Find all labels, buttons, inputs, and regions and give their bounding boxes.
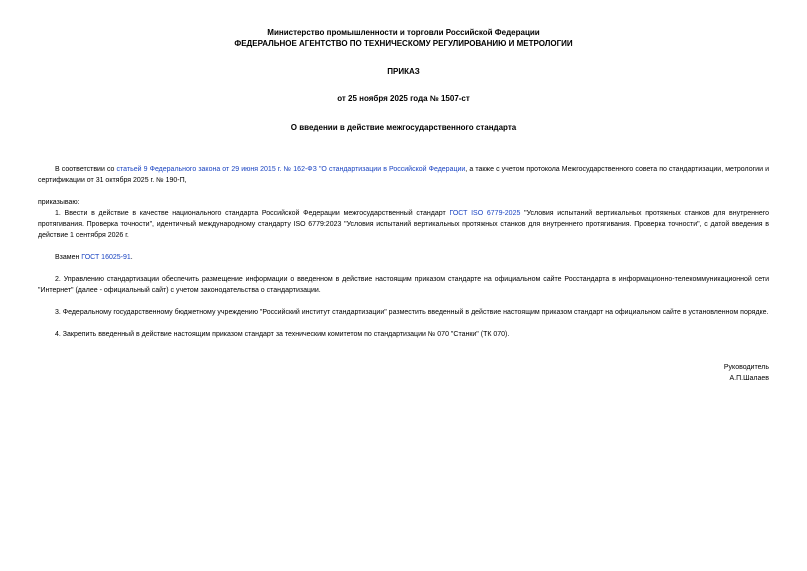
order-word-paragraph xyxy=(38,197,769,208)
item-1-paragraph xyxy=(38,208,769,241)
ministry-name: Министерство промышленности и торговли Российской Федерации xyxy=(267,28,540,37)
signatory-name: А.П.Шалаев xyxy=(729,375,769,382)
item-2-text: 2. Управлению стандартизации обеспечить размещение информации о введенном в действие настоящим приказом стандарте на официальном сайте Росстандарта в информационно-телекоммуникационной сети "Интернет" (далее - официальный сайт) с учетом законодательства о стандартизации. xyxy=(38,276,769,294)
item-2-paragraph xyxy=(38,274,769,296)
item-1-text-end: "Условия испытаний вертикальных протяжных станков для внутреннего протягивания. Проверка точности", идентичный международному стандарту ISO 6779:2023 "Условия испытаний вертикальных протяжных станков для внутреннего протягивания. Проверка точности", с датой введения в действие 1 сентября 2026 г. xyxy=(38,210,770,239)
replacement-paragraph xyxy=(38,252,769,263)
gost-iso-6779-link[interactable]: ГОСТ ISO 6779-2025 xyxy=(449,210,521,217)
order-subject: О введении в действие межгосударственного стандарта xyxy=(290,123,517,132)
item-3-text: 3. Федеральному государственному бюджетному учреждению "Российский институт стандартизации" разместить введенный в действие настоящим приказом стандарт на официальном сайте в установленном порядке. xyxy=(55,309,769,316)
item-3-paragraph xyxy=(38,307,769,318)
preamble-paragraph xyxy=(38,164,769,186)
order-date-number: от 25 ноября 2025 года № 1507-ст xyxy=(337,94,470,103)
order-word: приказываю: xyxy=(38,199,80,206)
document-type: ПРИКАЗ xyxy=(387,67,420,76)
replacement-text-start: Взамен xyxy=(55,254,82,261)
signatory-title: Руководитель xyxy=(723,364,769,371)
preamble-text-end: , а также с учетом протокола Межгосударственного совета по стандартизации, метрологии и сертификации от 31 октября 2025 г. № 190-П, xyxy=(38,166,769,184)
signature-block xyxy=(724,362,769,384)
item-4-text: 4. Закрепить введенный в действие настоящим приказом стандарт за техническим комитетом по стандартизации № 070 "Станки" (ТК 070). xyxy=(55,331,510,338)
gost-16025-link[interactable]: ГОСТ 16025-91 xyxy=(81,254,131,261)
preamble-text-start: В соответствии со xyxy=(55,166,117,173)
item-4-paragraph xyxy=(38,329,769,340)
federal-law-link[interactable]: статьей 9 Федерального закона от 29 июня 2015 г. № 162-ФЗ "О стандартизации в Российской Федерации xyxy=(116,166,466,173)
agency-name: ФЕДЕРАЛЬНОЕ АГЕНТСТВО ПО ТЕХНИЧЕСКОМУ РЕГУЛИРОВАНИЮ И МЕТРОЛОГИИ xyxy=(234,39,573,48)
replacement-text-end: . xyxy=(130,254,133,261)
item-1-text-start: 1. Ввести в действие в качестве национального стандарта Российской Федерации межгосударственный стандарт xyxy=(55,210,450,217)
